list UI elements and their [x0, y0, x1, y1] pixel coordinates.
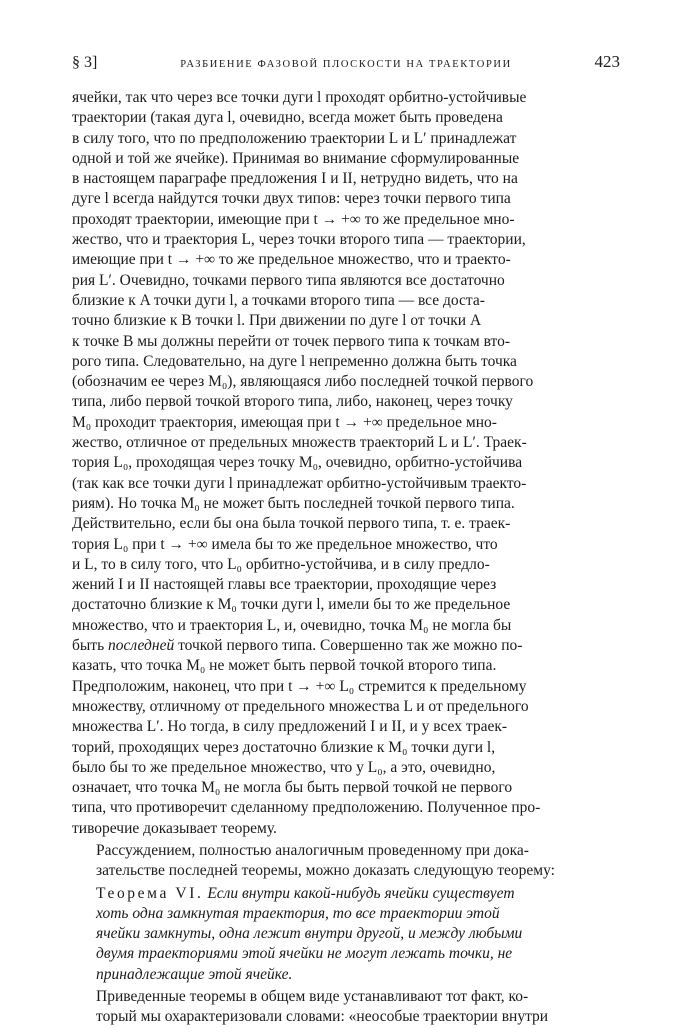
text-line: (так как все точки дуги l принадлежат орбитно-устойчивым траекто-: [72, 474, 527, 492]
text-line: было бы то же предельное множество, что у L₀, а это, очевидно,: [72, 758, 496, 776]
section-marker: § 3]: [72, 54, 98, 71]
text-line: к точке B мы должны перейти от точек первого типа к точкам вто-: [72, 332, 511, 350]
text-line: риям). Но точка M₀ не может быть последней точкой первого типа.: [72, 494, 515, 512]
running-header: [72, 52, 620, 72]
text-line: Предположим, наконец, что при t → +∞ L₀ стремится к предельному: [72, 677, 527, 695]
text-line: тиворечие доказывает теорему.: [72, 819, 277, 837]
text-line: траектории (такая дуга l, очевидно, всегда может быть проведена: [72, 109, 503, 127]
text-line: Действительно, если бы она была точкой первого типа, т. е. траек-: [72, 515, 511, 533]
text-line: M₀ проходит траектория, имеющая при t → +∞ предельное мно-: [72, 413, 497, 431]
text-line: ячейки, так что через все точки дуги l проходят орбитно-устойчивые: [72, 89, 527, 106]
text-line: точно близкие к B точки l. При движении по дуге l от точки A: [72, 312, 482, 330]
paragraph-1: [72, 88, 620, 839]
text-line: жений I и II настоящей главы все траектории, проходящие через: [72, 576, 497, 594]
text-line: торий, проходящих через достаточно близкие к M₀ точки дуги l,: [72, 738, 496, 756]
text-line: Приведенные теоремы в общем виде устанавливают тот факт, ко-: [96, 988, 529, 1006]
text-line: быть последней точкой первого типа. Совершенно так же можно по-: [72, 637, 523, 655]
text-line: ячейки замкнуты, одна лежит внутри другой, и между любыми: [96, 925, 523, 943]
text-line: казать, что точка M₀ не может быть первой точкой второго типа.: [72, 657, 497, 675]
text-line: и L, то в силу того, что L₀ орбитно-устойчива, и в силу предло-: [72, 555, 490, 573]
theorem-6: [72, 884, 620, 985]
text-line: дуге l всегда найдутся точки двух типов: через точки первого типа: [72, 190, 511, 208]
text-line: (обозначим ее через M₀), являющаяся либо последней точкой первого: [72, 373, 534, 391]
text-line: типа, что противоречит сделанному предположению. Полученное про-: [72, 799, 541, 817]
paragraph-3: [72, 987, 620, 1028]
theorem-label: Теорема VI.: [96, 884, 204, 902]
text-line: Теорема VI. Если внутри какой-нибудь ячейки существует: [96, 884, 515, 902]
text-line: означает, что точка M₀ не могла бы быть первой точкой не первого: [72, 779, 513, 797]
text-line: принадлежащие этой ячейке.: [96, 965, 293, 983]
text-line: двумя траекториями этой ячейки не могут лежать точки, не: [96, 945, 513, 963]
text-line: близкие к A точки дуги l, а точками второго типа — все доста-: [72, 291, 485, 309]
text-line: в силу того, что по предположению траектории L и L′ принадлежат: [72, 129, 517, 147]
text-line: торый мы охарактеризовали словами: «неособые траектории внутри: [96, 1008, 549, 1026]
text-line: множество, что и траектория L, и, очевидно, точка M₀ не могла бы: [72, 616, 512, 634]
emphasis: последней: [108, 637, 175, 655]
running-title: РАЗБИЕНИЕ ФАЗОВОЙ ПЛОСКОСТИ НА ТРАЕКТОРИИ: [180, 59, 512, 70]
text-line: рия L′. Очевидно, точками первого типа являются все достаточно: [72, 271, 505, 289]
text-line: жество, отличное от предельных множеств траекторий L и L′. Траек-: [72, 434, 527, 452]
text-line: имеющие при t → +∞ то же предельное множество, что и траекто-: [72, 251, 511, 269]
text-line: типа, либо первой точкой второго типа, либо, наконец, через точку: [72, 393, 513, 411]
text-line: множества L′. Но тогда, в силу предложений I и II, и у всех траек-: [72, 718, 508, 736]
text-line: тория L₀ при t → +∞ имела бы то же предельное множество, что: [72, 535, 498, 553]
main-text: [72, 88, 620, 1028]
text-line: проходят траектории, имеющие при t → +∞ то же предельное мно-: [72, 210, 515, 228]
text-line: множеству, отличному от предельного множества L и от предельного: [72, 697, 529, 715]
page-number: 423: [594, 52, 620, 71]
text-line: рого типа. Следовательно, на дуге l непременно должна быть точка: [72, 352, 517, 370]
text-line: достаточно близкие к M₀ точки дуги l, имели бы то же предельное: [72, 596, 511, 614]
text-line: хоть одна замкнутая траектория, то все траектории этой: [96, 904, 500, 922]
text-line: Рассуждением, полностью аналогичным проведенному при дока-: [96, 841, 529, 859]
paragraph-2: [72, 841, 620, 882]
text-line: одной и той же ячейке). Принимая во внимание сформулированные: [72, 149, 520, 167]
text-line: тория L₀, проходящая через точку M₀, очевидно, орбитно-устойчива: [72, 454, 523, 472]
text-line: жество, что и траектория L, через точки второго типа — траектории,: [72, 231, 526, 249]
text-line: зательстве последней теоремы, можно доказать следующую теорему:: [96, 862, 555, 880]
text-line: в настоящем параграфе предложения I и II, нетрудно видеть, что на: [72, 170, 518, 188]
